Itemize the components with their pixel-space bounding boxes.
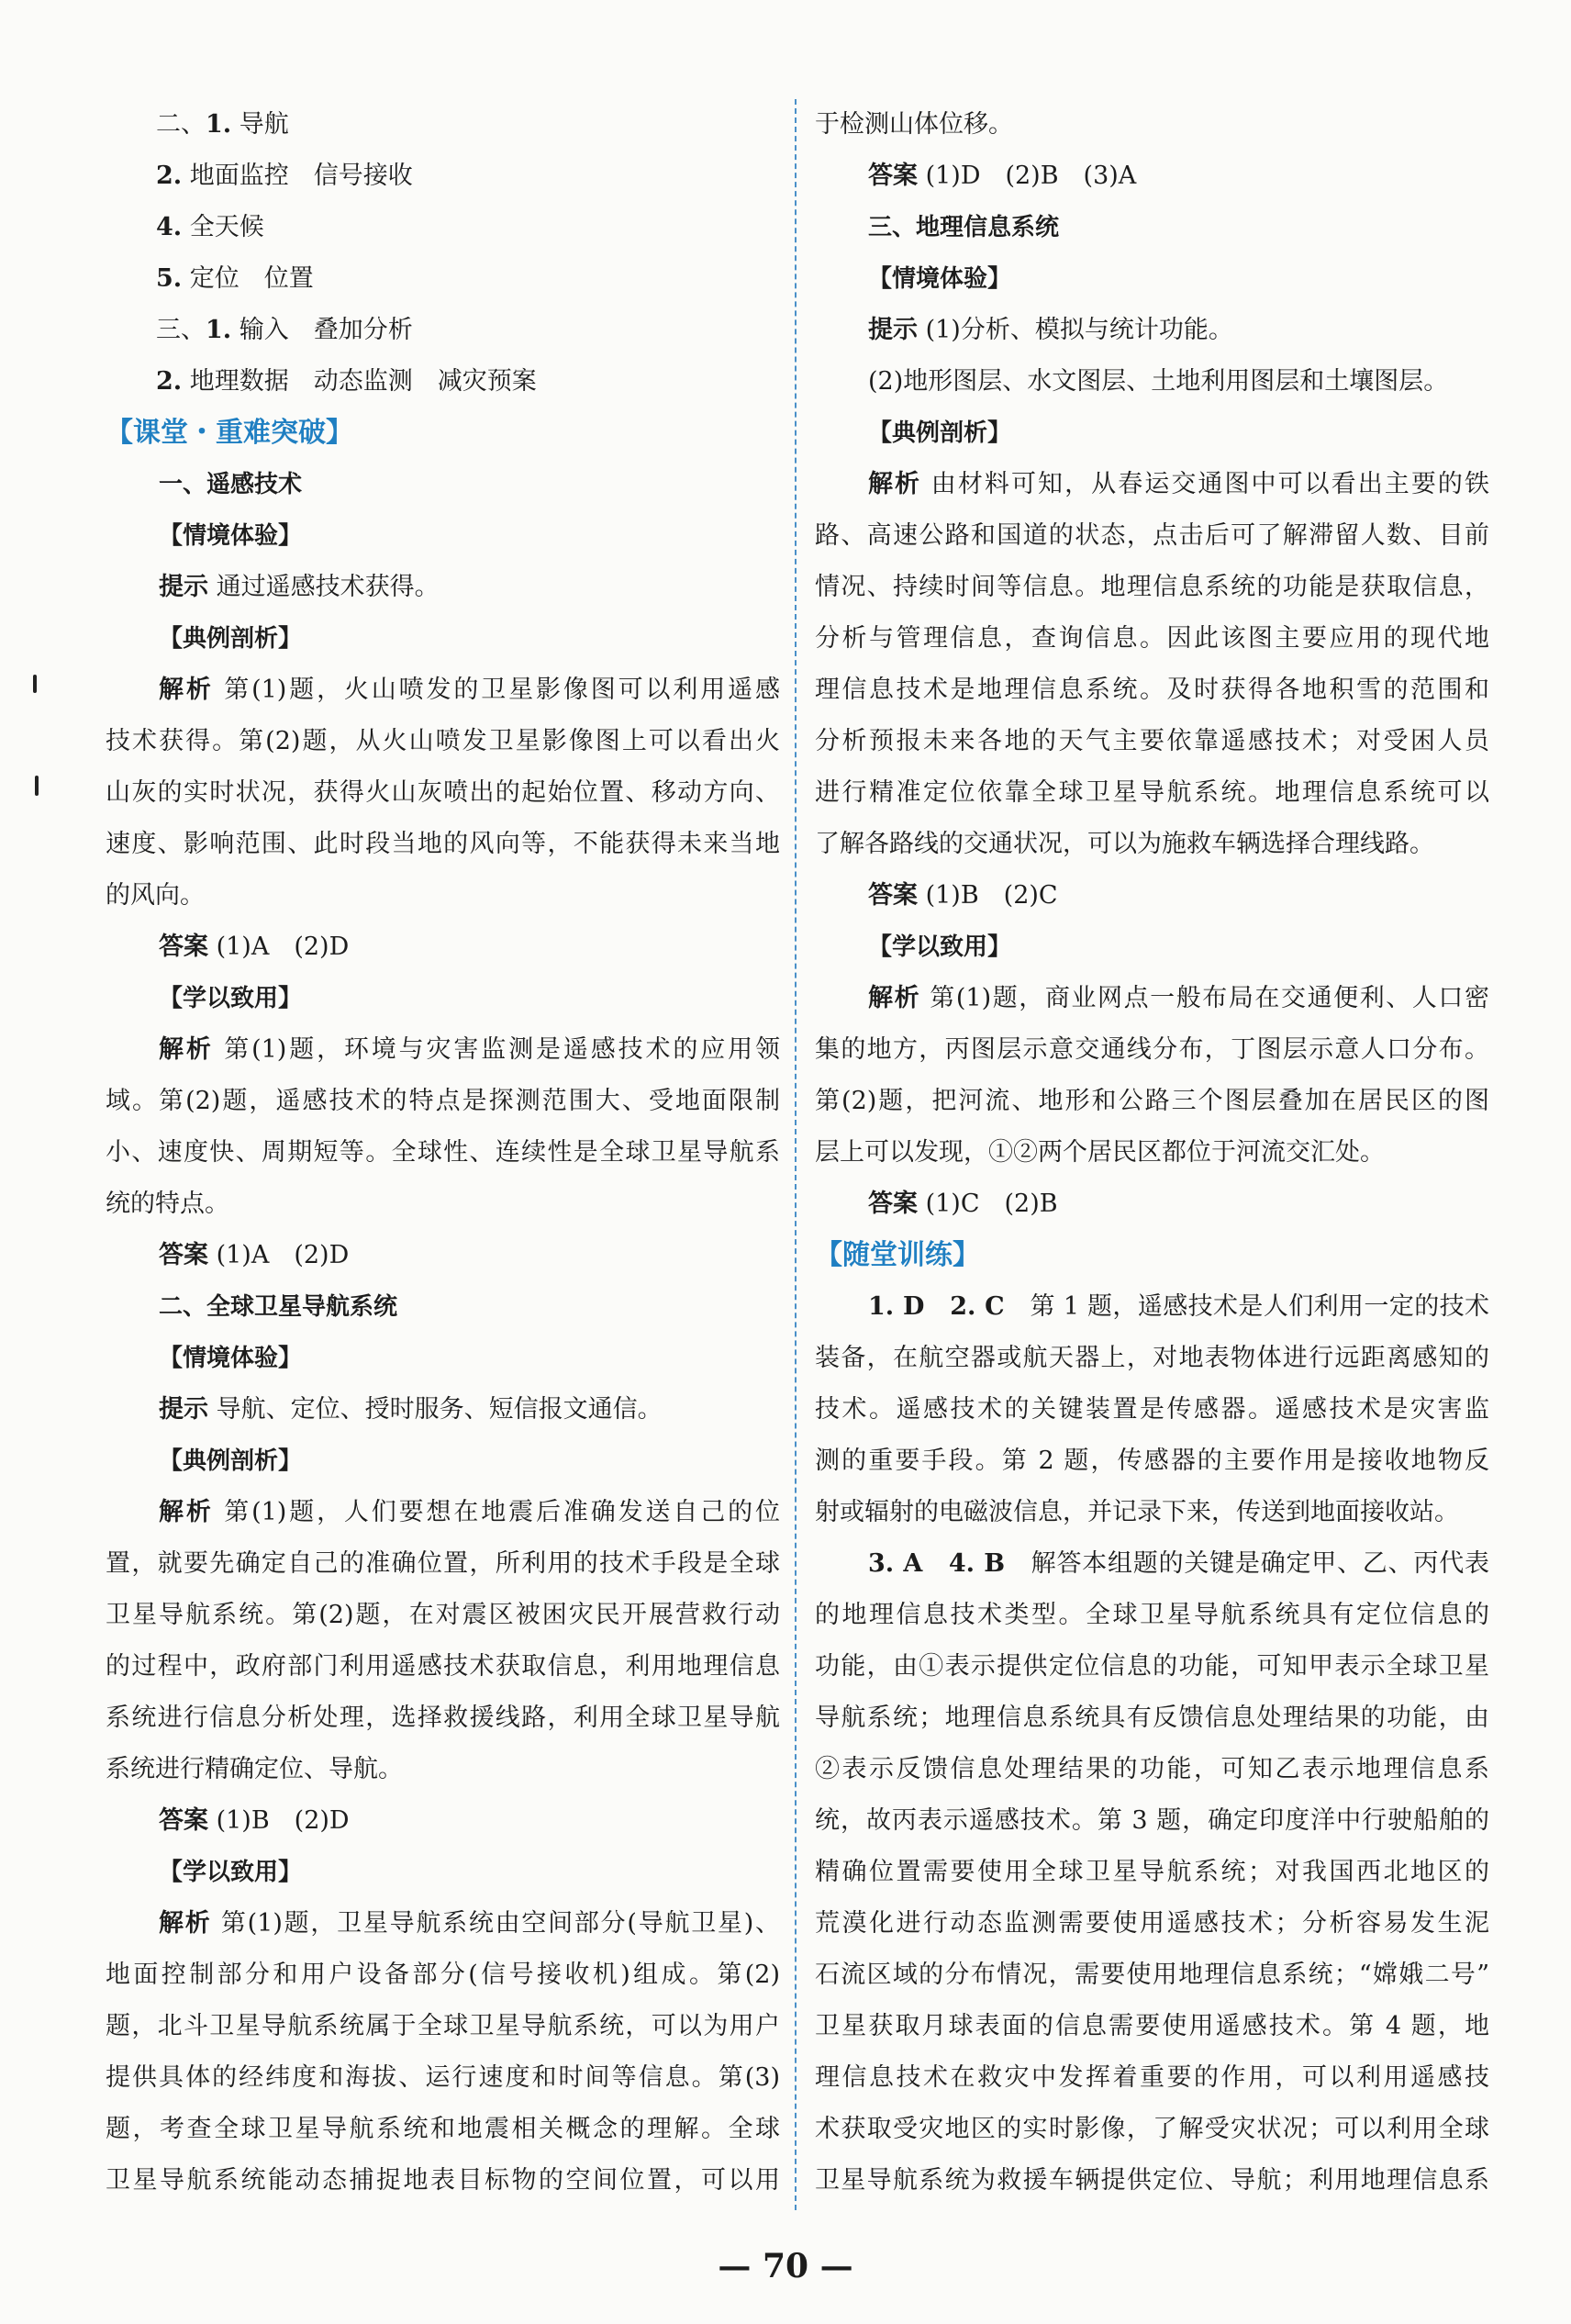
- analysis-line: 系统进行精确定位、导航。: [106, 1755, 403, 1783]
- tag-label: 【学以致用】: [868, 933, 1012, 961]
- hint-line: (2)地形图层、水文图层、土地利用图层和土壤图层。: [868, 367, 1449, 396]
- section-title: 【随堂训练】: [815, 1239, 980, 1271]
- analysis-line: 卫星导航系统能动态捕捉地表目标物的空间位置，可以用: [106, 2166, 780, 2195]
- answer-key: 答案 (1)A (2)D: [159, 933, 350, 961]
- tag-label: 【典例剖析】: [159, 625, 303, 653]
- tag-label: 【情境体验】: [868, 265, 1012, 293]
- answer-line: 5. 定位 位置: [156, 264, 314, 293]
- analysis-line: 速度、影响范围、此时段当地的风向等，不能获得未来当地: [106, 830, 780, 858]
- answer-key: 答案 (1)B (2)D: [159, 1806, 350, 1835]
- analysis-line: 理信息技术是地理信息系统。及时获得各地积雪的范围和: [815, 676, 1489, 704]
- page-number: — 70 —: [718, 2247, 853, 2285]
- analysis-line: 的风向。: [106, 881, 205, 910]
- exercise-line: 精确位置需要使用全球卫星导航系统；对我国西北地区的: [815, 1858, 1489, 1886]
- answer-line: 三、1. 输入 叠加分析: [156, 316, 413, 344]
- answer-key: 答案 (1)B (2)C: [868, 881, 1058, 910]
- analysis-line: 分析预报未来各地的天气主要依靠遥感技术；对受困人员: [815, 727, 1489, 755]
- hint-line: 提示 导航、定位、授时服务、短信报文通信。: [159, 1395, 663, 1424]
- analysis-line: 题，考查全球卫星导航系统和地震相关概念的理解。全球: [106, 2115, 780, 2143]
- tag-label: 【情境体验】: [159, 522, 303, 550]
- answer-key: 答案 (1)A (2)D: [159, 1241, 350, 1269]
- section-title: 【课堂・重难突破】: [106, 417, 353, 449]
- analysis-line: 情况、持续时间等信息。地理信息系统的功能是获取信息，: [815, 573, 1489, 601]
- analysis-line: 的过程中，政府部门利用遥感技术获取信息，利用地理信息: [106, 1652, 780, 1681]
- exercise-line: 石流区域的分布情况，需要使用地理信息系统；“嫦娥二号”: [815, 1961, 1489, 1989]
- analysis-line: 分析与管理信息，查询信息。因此该图主要应用的现代地: [815, 624, 1489, 653]
- analysis-line: 解析 第(1)题，商业网点一般布局在交通便利、人口密: [868, 984, 1489, 1012]
- analysis-line: 山灰的实时状况，获得火山灰喷出的起始位置、移动方向、: [106, 778, 780, 807]
- hint-line: 提示 (1)分析、模拟与统计功能。: [868, 316, 1233, 344]
- answer-key: 答案 (1)D (2)B (3)A: [868, 162, 1137, 190]
- scan-mark: [33, 675, 37, 693]
- analysis-line: 提供具体的经纬度和海拔、运行速度和时间等信息。第(3): [106, 2063, 780, 2092]
- answer-line: 二、1. 导航: [156, 110, 289, 139]
- scan-mark: [35, 776, 39, 796]
- exercise-line: 技术。遥感技术的关键装置是传感器。遥感技术是灾害监: [815, 1395, 1489, 1424]
- tag-label: 【情境体验】: [159, 1345, 303, 1372]
- right-column: [815, 99, 1489, 2207]
- analysis-line: 解析 由材料可知，从春运交通图中可以看出主要的铁: [868, 470, 1489, 498]
- exercise-line: 理信息技术在救灾中发挥着重要的作用，可以利用遥感技: [815, 2063, 1489, 2092]
- answer-line: 2. 地面监控 信号接收: [156, 162, 413, 190]
- analysis-line: 于检测山体位移。: [815, 110, 1013, 139]
- analysis-line: 统的特点。: [106, 1190, 229, 1218]
- hint-line: 提示 通过遥感技术获得。: [159, 573, 440, 601]
- analysis-line: 进行精准定位依靠全球卫星导航系统。地理信息系统可以: [815, 778, 1489, 807]
- analysis-line: 集的地方，丙图层示意交通线分布，丁图层示意人口分布。: [815, 1035, 1489, 1064]
- tag-label: 【典例剖析】: [159, 1447, 303, 1475]
- answer-line: 4. 全天候: [156, 213, 264, 241]
- exercise-line: 测的重要手段。第 2 题，传感器的主要作用是接收地物反: [815, 1447, 1489, 1475]
- analysis-line: 技术获得。第(2)题，从火山喷发卫星影像图上可以看出火: [106, 727, 780, 755]
- analysis-line: 解析 第(1)题，人们要想在地震后准确发送自己的位: [159, 1498, 780, 1526]
- analysis-line: 系统进行信息分析处理，选择救援线路，利用全球卫星导航: [106, 1704, 780, 1732]
- exercise-line: 装备，在航空器或航天器上，对地表物体进行远距离感知的: [815, 1344, 1489, 1372]
- exercise-line: 导航系统；地理信息系统具有反馈信息处理结果的功能，由: [815, 1704, 1489, 1732]
- exercise-line: 术获取受灾地区的实时影像，了解受灾状况；可以利用全球: [815, 2115, 1489, 2143]
- analysis-line: 题，北斗卫星导航系统属于全球卫星导航系统，可以为用户: [106, 2012, 780, 2040]
- answer-key: 答案 (1)C (2)B: [868, 1190, 1058, 1218]
- exercise-line: 荒漠化进行动态监测需要使用遥感技术；分析容易发生泥: [815, 1909, 1489, 1938]
- tag-label: 【典例剖析】: [868, 419, 1012, 447]
- analysis-line: 解析 第(1)题，火山喷发的卫星影像图可以利用遥感: [159, 676, 780, 704]
- exercise-line: 的地理信息技术类型。全球卫星导航系统具有定位信息的: [815, 1601, 1489, 1629]
- analysis-line: 小、速度快、周期短等。全球性、连续性是全球卫星导航系: [106, 1138, 780, 1167]
- tag-label: 【学以致用】: [159, 1859, 303, 1886]
- exercise-line: 射或辐射的电磁波信息，并记录下来，传送到地面接收站。: [815, 1498, 1459, 1526]
- exercise-line: ②表示反馈信息处理结果的功能，可知乙表示地理信息系: [815, 1755, 1489, 1783]
- column-divider: [795, 99, 797, 2210]
- exercise-line: 1. D 2. C 第 1 题，遥感技术是人们利用一定的技术: [868, 1292, 1489, 1321]
- analysis-line: 了解各路线的交通状况，可以为施救车辆选择合理线路。: [815, 830, 1434, 858]
- analysis-line: 层上可以发现，①②两个居民区都位于河流交汇处。: [815, 1138, 1385, 1167]
- analysis-line: 路、高速公路和国道的状态，点击后可了解滞留人数、目前: [815, 521, 1489, 550]
- analysis-line: 解析 第(1)题，卫星导航系统由空间部分(导航卫星)、: [159, 1909, 780, 1938]
- answer-line: 2. 地理数据 动态监测 减灾预案: [156, 367, 537, 396]
- exercise-line: 功能，由①表示提供定位信息的功能，可知甲表示全球卫星: [815, 1652, 1489, 1681]
- subsection-heading: 二、全球卫星导航系统: [159, 1293, 398, 1321]
- analysis-line: 置，就要先确定自己的准确位置，所利用的技术手段是全球: [106, 1549, 780, 1578]
- analysis-line: 解析 第(1)题，环境与灾害监测是遥感技术的应用领: [159, 1035, 780, 1064]
- exercise-line: 卫星导航系统为救援车辆提供定位、导航；利用地理信息系: [815, 2166, 1489, 2195]
- exercise-line: 3. A 4. B 解答本组题的关键是确定甲、乙、丙代表: [868, 1549, 1489, 1578]
- exercise-line: 卫星获取月球表面的信息需要使用遥感技术。第 4 题，地: [815, 2012, 1489, 2040]
- subsection-heading: 三、地理信息系统: [868, 214, 1060, 241]
- analysis-line: 域。第(2)题，遥感技术的特点是探测范围大、受地面限制: [106, 1087, 780, 1115]
- subsection-heading: 一、遥感技术: [159, 471, 303, 498]
- analysis-line: 卫星导航系统。第(2)题，在对震区被困灾民开展营救行动: [106, 1601, 780, 1629]
- left-column: [106, 99, 780, 2207]
- exercise-line: 统，故丙表示遥感技术。第 3 题，确定印度洋中行驶船舶的: [815, 1806, 1489, 1835]
- analysis-line: 第(2)题，把河流、地形和公路三个图层叠加在居民区的图: [815, 1087, 1489, 1115]
- analysis-line: 地面控制部分和用户设备部分(信号接收机)组成。第(2): [106, 1961, 780, 1989]
- tag-label: 【学以致用】: [159, 985, 303, 1012]
